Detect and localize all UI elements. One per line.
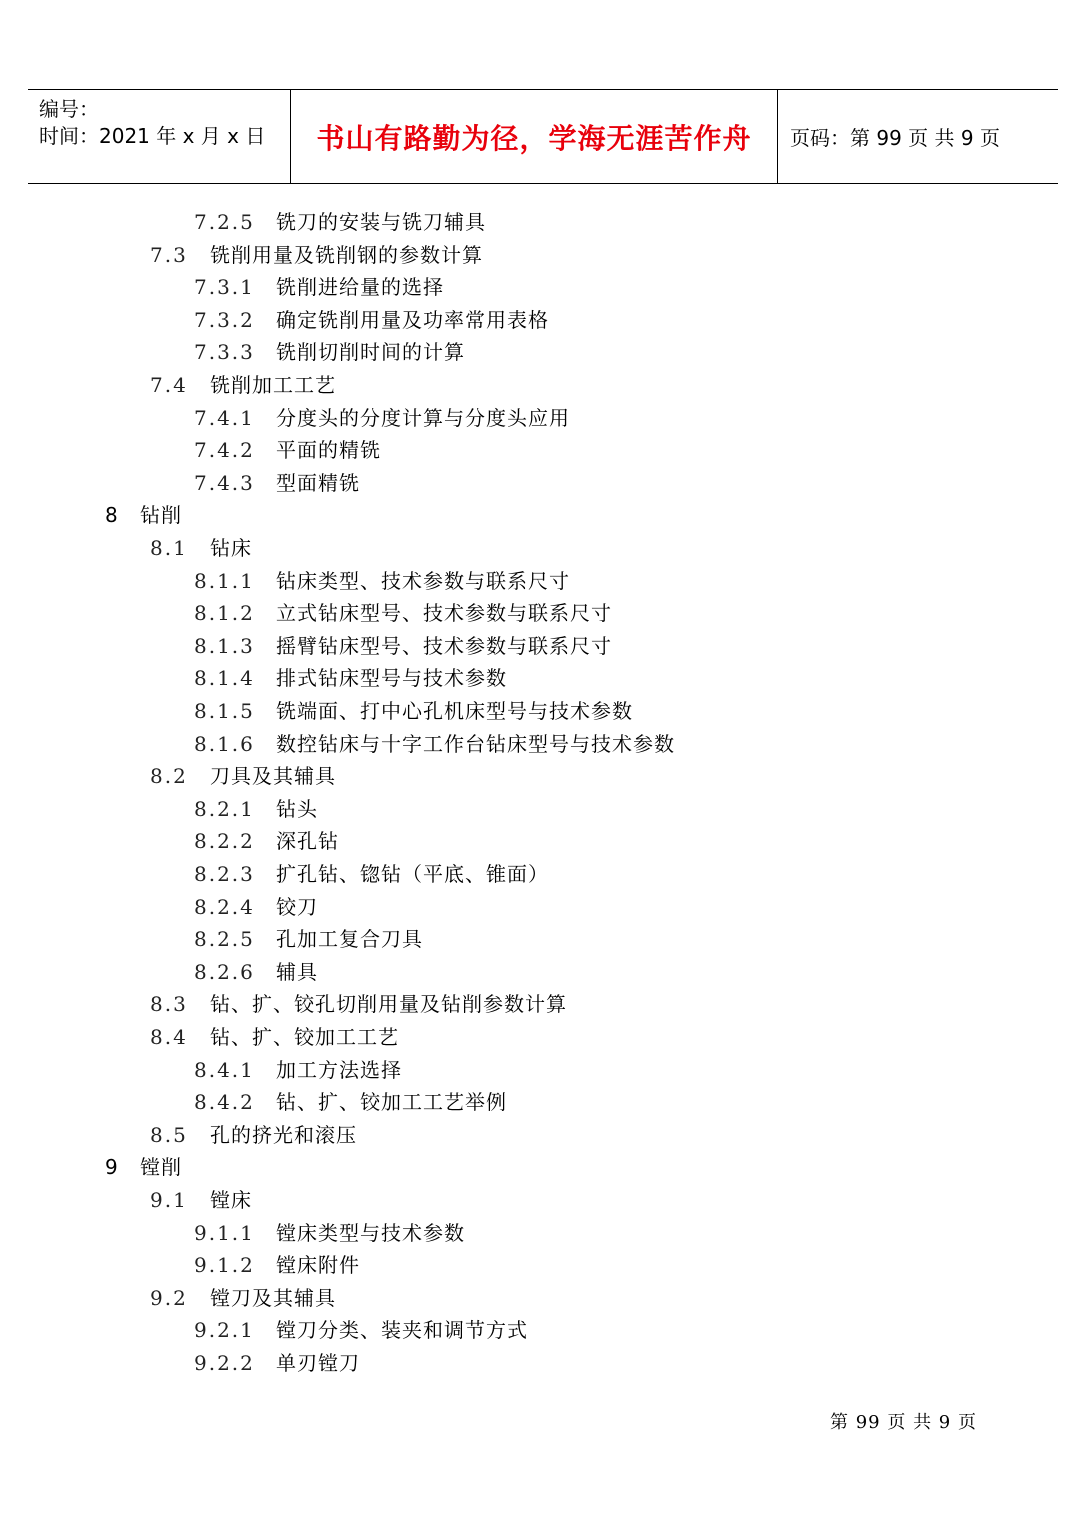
- toc-entry-number: 9.2.1: [194, 1318, 255, 1342]
- toc-entry: [150, 371, 336, 399]
- toc-entry-title: 加工方法选择: [276, 1058, 402, 1082]
- toc-entry: [150, 1121, 357, 1149]
- toc-entry-title: 排式钻床型号与技术参数: [276, 666, 507, 690]
- toc-entry-title: 镗床附件: [276, 1253, 360, 1277]
- page-footer: 第 99 页 共 9 页: [830, 1412, 977, 1433]
- toc-entry: [194, 1088, 507, 1116]
- toc-entry: [194, 827, 339, 855]
- toc-entry-number: 8.2.6: [194, 960, 255, 984]
- toc-entry: [150, 762, 336, 790]
- toc-entry-title: 镗床: [210, 1188, 252, 1212]
- toc-entry-number: 8.4.1: [194, 1058, 255, 1082]
- toc-entry-number: 7.3.2: [194, 308, 255, 332]
- toc-entry-number: 7.4.3: [194, 471, 255, 495]
- toc-entry-number: 7.2.5: [194, 210, 255, 234]
- toc-entry: [194, 1251, 360, 1279]
- toc-entry-number: 8.1.5: [194, 699, 255, 723]
- toc-entry-title: 立式钻床型号、技术参数与联系尺寸: [276, 601, 612, 625]
- toc-entry-number: 7.3.3: [194, 340, 255, 364]
- toc-entry-title: 确定铣削用量及功率常用表格: [276, 308, 549, 332]
- toc-entry: [194, 1349, 360, 1377]
- toc-entry: [194, 469, 360, 497]
- toc-entry-title: 铣削切削时间的计算: [276, 340, 465, 364]
- toc-entry-number: 7.4: [150, 373, 188, 397]
- header-motto-cell: [291, 90, 778, 183]
- toc-entry-title: 深孔钻: [276, 829, 339, 853]
- toc-entry: [194, 730, 675, 758]
- toc-entry: [194, 664, 507, 692]
- toc-entry-number: 8.2: [150, 764, 188, 788]
- toc-entry-number: 9: [105, 1155, 120, 1179]
- toc-entry-number: 8.2.2: [194, 829, 255, 853]
- toc-entry-title: 摇臂钻床型号、技术参数与联系尺寸: [276, 634, 612, 658]
- toc-entry: [194, 958, 318, 986]
- toc-entry-number: 9.1: [150, 1188, 188, 1212]
- toc-entry-number: 8.1.3: [194, 634, 255, 658]
- toc-entry-number: 9.2.2: [194, 1351, 255, 1375]
- toc-entry-title: 铣削进给量的选择: [276, 275, 444, 299]
- toc-entry-number: 7.4.2: [194, 438, 255, 462]
- toc-entry-title: 铣刀的安装与铣刀辅具: [276, 210, 486, 234]
- toc-entry: [150, 1023, 399, 1051]
- toc-entry-title: 铣削用量及铣削钢的参数计算: [210, 243, 483, 267]
- toc-entry: [105, 501, 182, 529]
- toc-entry-number: 7.3: [150, 243, 188, 267]
- toc-entry-number: 8.1.1: [194, 569, 255, 593]
- toc-entry-number: 8.4: [150, 1025, 188, 1049]
- toc-entry-title: 钻头: [276, 797, 318, 821]
- toc-entry: [194, 632, 612, 660]
- toc-entry: [194, 208, 486, 236]
- toc-entry: [194, 697, 633, 725]
- toc-entry-title: 镗刀分类、装夹和调节方式: [276, 1318, 528, 1342]
- toc-entry: [194, 567, 570, 595]
- toc-entry-number: 8.2.1: [194, 797, 255, 821]
- toc-entry-number: 8.1.6: [194, 732, 255, 756]
- toc-entry-title: 数控钻床与十字工作台钻床型号与技术参数: [276, 732, 675, 756]
- toc-entry-number: 8.2.3: [194, 862, 255, 886]
- document-time-label: 时间：2021 年 x 月 x 日: [39, 124, 266, 148]
- toc-entry-title: 孔加工复合刀具: [276, 927, 423, 951]
- toc-entry-title: 孔的挤光和滚压: [210, 1123, 357, 1147]
- toc-entry-title: 辅具: [276, 960, 318, 984]
- page-header: [28, 89, 1058, 184]
- toc-entry: [150, 534, 252, 562]
- toc-entry-title: 钻削: [140, 503, 182, 527]
- toc-entry-number: 8.3: [150, 992, 188, 1016]
- toc-entry-title: 镗刀及其辅具: [210, 1286, 336, 1310]
- toc-entry-title: 扩孔钻、锪钻（平底、锥面）: [276, 862, 549, 886]
- toc-entry-title: 平面的精铣: [276, 438, 381, 462]
- toc-entry-title: 钻、扩、铰孔切削用量及钻削参数计算: [210, 992, 567, 1016]
- toc-entry: [194, 1219, 465, 1247]
- toc-entry-title: 型面精铣: [276, 471, 360, 495]
- toc-entry-title: 钻、扩、铰加工工艺: [210, 1025, 399, 1049]
- toc-entry: [194, 795, 318, 823]
- toc-entry: [194, 860, 549, 888]
- header-page-info: 页码：第 99 页 共 9 页: [790, 126, 1000, 150]
- toc-entry-title: 镗床类型与技术参数: [276, 1221, 465, 1245]
- toc-entry: [194, 893, 318, 921]
- toc-entry-title: 铣削加工工艺: [210, 373, 336, 397]
- toc-entry: [150, 990, 567, 1018]
- toc-entry-title: 铰刀: [276, 895, 318, 919]
- toc-entry-number: 8.4.2: [194, 1090, 255, 1114]
- toc-entry-number: 8.2.4: [194, 895, 255, 919]
- toc-entry: [150, 1186, 252, 1214]
- toc-entry-title: 刀具及其辅具: [210, 764, 336, 788]
- toc-entry: [150, 1284, 336, 1312]
- header-motto: 书山有路勤为径，学海无涯苦作舟: [316, 121, 752, 155]
- toc-entry-number: 7.4.1: [194, 406, 255, 430]
- toc-entry-title: 铣端面、打中心孔机床型号与技术参数: [276, 699, 633, 723]
- toc-entry: [194, 273, 444, 301]
- document-number-label: 编号：: [39, 97, 99, 121]
- toc-entry: [194, 338, 465, 366]
- toc-entry-title: 钻床类型、技术参数与联系尺寸: [276, 569, 570, 593]
- toc-entry: [194, 599, 612, 627]
- toc-entry: [194, 1316, 528, 1344]
- toc-entry-title: 镗削: [140, 1155, 182, 1179]
- toc-entry: [150, 241, 483, 269]
- toc-entry: [194, 404, 570, 432]
- toc-entry-number: 9.1.2: [194, 1253, 255, 1277]
- toc-entry-number: 8: [105, 503, 120, 527]
- toc-entry-title: 钻、扩、铰加工工艺举例: [276, 1090, 507, 1114]
- header-page-cell: [778, 90, 1058, 183]
- toc-entry: [105, 1153, 182, 1181]
- toc-entry-number: 9.1.1: [194, 1221, 255, 1245]
- toc-entry-title: 钻床: [210, 536, 252, 560]
- toc-entry-number: 8.1.4: [194, 666, 255, 690]
- toc-entry: [194, 925, 423, 953]
- toc-entry-number: 8.2.5: [194, 927, 255, 951]
- toc-entry-title: 分度头的分度计算与分度头应用: [276, 406, 570, 430]
- toc-entry: [194, 436, 381, 464]
- toc-entry-number: 7.3.1: [194, 275, 255, 299]
- toc-entry: [194, 306, 549, 334]
- toc-entry-number: 8.5: [150, 1123, 188, 1147]
- toc-entry: [194, 1056, 402, 1084]
- header-meta-cell: [28, 90, 291, 183]
- toc-entry-number: 8.1.2: [194, 601, 255, 625]
- toc-entry-title: 单刃镗刀: [276, 1351, 360, 1375]
- toc-entry-number: 9.2: [150, 1286, 188, 1310]
- toc-entry-number: 8.1: [150, 536, 188, 560]
